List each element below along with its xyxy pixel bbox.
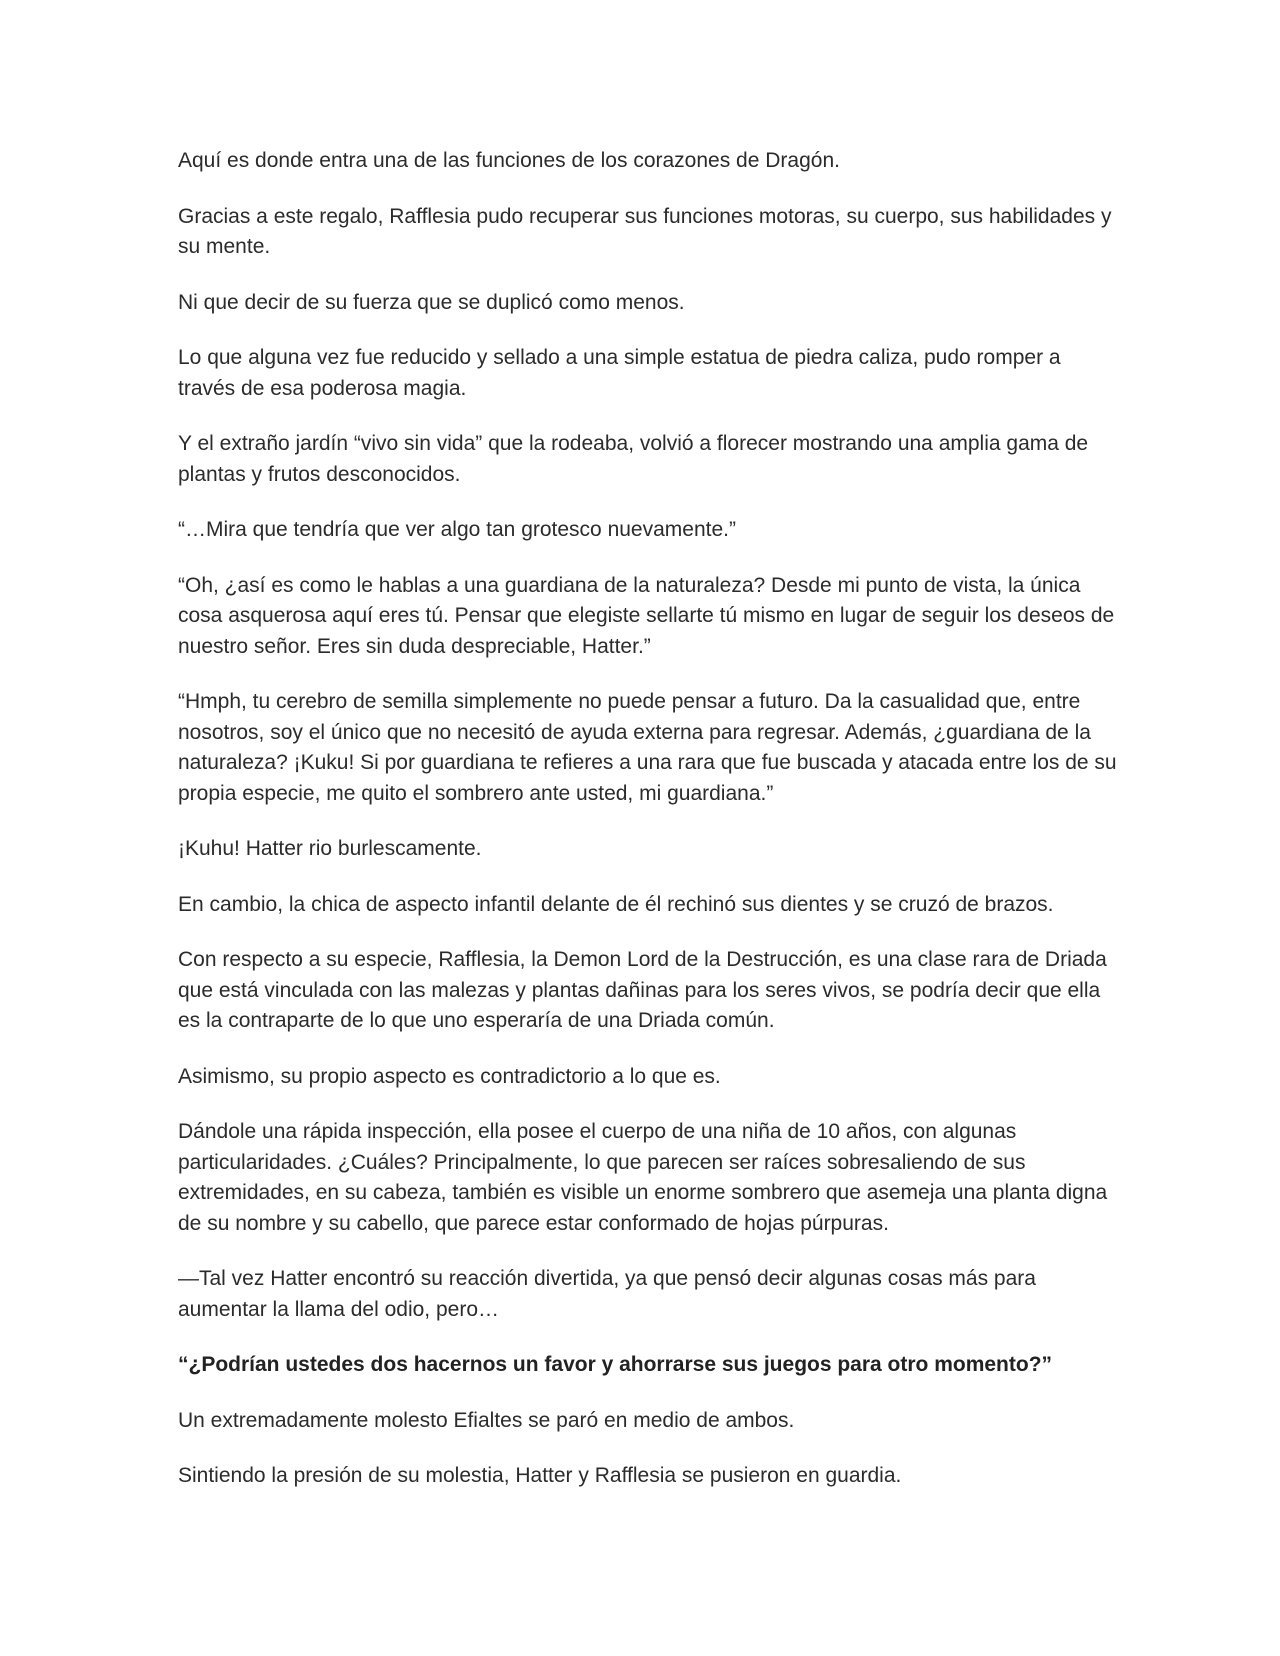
paragraph: Asimismo, su propio aspecto es contradictorio a lo que es. xyxy=(178,1064,721,1088)
paragraph: “…Mira que tendría que ver algo tan grotesco nuevamente.” xyxy=(178,518,736,541)
document-page xyxy=(178,146,1118,1517)
paragraph: “Hmph, tu cerebro de semilla simplemente no puede pensar a futuro. Da la casualidad que, entre nosotros, soy el único que no necesitó de ayuda externa para regresar. Además, ¿guardiana de la naturaleza? ¡Kuku! Si por guardiana te refieres a una rara que fue buscada y atacada entre los de su propia especie, me quito el sombrero ante usted, mi guardiana.” xyxy=(178,690,1117,805)
paragraph: Dándole una rápida inspección, ella posee el cuerpo de una niña de 10 años, con algunas particularidades. ¿Cuáles? Principalmente, lo que parecen ser raíces sobresaliendo de sus extremidades, en su cabeza, también es visible un enorme sombrero que asemeja una planta digna de su nombre y su cabello, que parece estar conformado de hojas púrpuras. xyxy=(178,1120,1108,1235)
paragraph: ¡Kuhu! Hatter rio burlescamente. xyxy=(178,837,482,860)
paragraph: Ni que decir de su fuerza que se duplicó como menos. xyxy=(178,290,685,314)
paragraph: Y el extraño jardín “vivo sin vida” que la rodeaba, volvió a florecer mostrando una amplia gama de plantas y frutos desconocidos. xyxy=(178,432,1089,486)
paragraph: Lo que alguna vez fue reducido y sellado a una simple estatua de piedra caliza, pudo romper a través de esa poderosa magia. xyxy=(178,346,1061,400)
paragraph: Gracias a este regalo, Rafflesia pudo recuperar sus funciones motoras, su cuerpo, sus habilidades y su mente. xyxy=(178,204,1112,258)
paragraph: “Oh, ¿así es como le hablas a una guardiana de la naturaleza? Desde mi punto de vista, la única cosa asquerosa aquí eres tú. Pensar que elegiste sellarte tú mismo en lugar de seguir los deseos de nuestro señor. Eres sin duda despreciable, Hatter.” xyxy=(178,573,1115,658)
paragraph: Sintiendo la presión de su molestia, Hatter y Rafflesia se pusieron en guardia. xyxy=(178,1464,902,1487)
paragraph: En cambio, la chica de aspecto infantil delante de él rechinó sus dientes y se cruzó de brazos. xyxy=(178,892,1054,916)
paragraph: Un extremadamente molesto Efialtes se paró en medio de ambos. xyxy=(178,1408,795,1432)
paragraph: Con respecto a su especie, Rafflesia, la Demon Lord de la Destrucción, es una clase rara de Driada que está vinculada con las malezas y plantas dañinas para los seres vivos, se podría decir que ella es la contraparte de lo que uno esperaría de una Driada común. xyxy=(178,948,1107,1032)
paragraph-emphasized-dialogue: “¿Podrían ustedes dos hacernos un favor y ahorrarse sus juegos para otro momento?” xyxy=(178,1353,1053,1376)
paragraph: —Tal vez Hatter encontró su reacción divertida, ya que pensó decir algunas cosas más para aumentar la llama del odio, pero… xyxy=(178,1267,1036,1321)
paragraph: Aquí es donde entra una de las funciones de los corazones de Dragón. xyxy=(178,149,840,172)
